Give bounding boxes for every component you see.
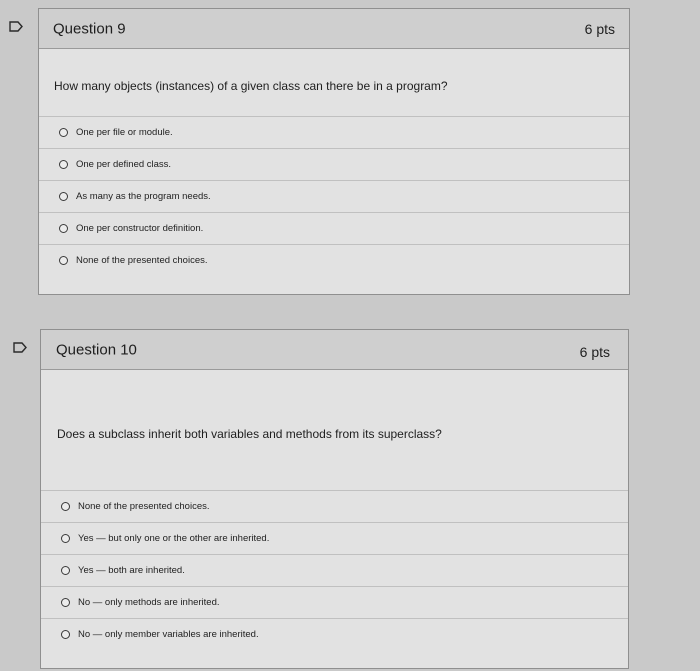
answer-label: None of the presented choices. — [76, 255, 208, 266]
question-points: 6 pts — [584, 20, 615, 37]
answer-label: As many as the program needs. — [76, 191, 211, 202]
answer-option[interactable] — [39, 212, 629, 244]
flag-icon[interactable] — [13, 342, 27, 353]
question-prompt: How many objects (instances) of a given class can there be in a program? — [54, 79, 448, 93]
answer-list — [39, 116, 629, 276]
answer-label: No — only methods are inherited. — [78, 597, 220, 608]
radio-button[interactable] — [59, 224, 68, 233]
answer-option[interactable] — [41, 490, 628, 522]
answer-option[interactable] — [41, 618, 628, 650]
question-title: Question 9 — [53, 20, 126, 37]
answer-label: Yes — but only one or the other are inherited. — [78, 533, 270, 544]
answer-label: One per constructor definition. — [76, 223, 204, 234]
answer-option[interactable] — [41, 522, 628, 554]
answer-option[interactable] — [39, 180, 629, 212]
radio-button[interactable] — [61, 630, 70, 639]
radio-button[interactable] — [61, 534, 70, 543]
answer-label: Yes — both are inherited. — [78, 565, 185, 576]
answer-label: No — only member variables are inherited. — [78, 629, 259, 640]
radio-button[interactable] — [61, 502, 70, 511]
radio-button[interactable] — [59, 256, 68, 265]
radio-button[interactable] — [61, 598, 70, 607]
answer-label: One per file or module. — [76, 127, 173, 138]
question-header — [39, 9, 629, 49]
radio-button[interactable] — [61, 566, 70, 575]
answer-option[interactable] — [39, 148, 629, 180]
radio-button[interactable] — [59, 128, 68, 137]
question-title: Question 10 — [56, 341, 137, 358]
question-points: 6 pts — [579, 344, 610, 360]
answer-option[interactable] — [41, 554, 628, 586]
flag-icon[interactable] — [9, 21, 23, 32]
question-card — [38, 8, 630, 295]
answer-option[interactable] — [39, 116, 629, 148]
radio-button[interactable] — [59, 192, 68, 201]
answer-label: One per defined class. — [76, 159, 172, 170]
answer-list — [41, 490, 628, 650]
question-header — [41, 330, 628, 370]
radio-button[interactable] — [59, 160, 68, 169]
answer-option[interactable] — [39, 244, 629, 276]
question-prompt: Does a subclass inherit both variables and methods from its superclass? — [57, 427, 442, 441]
answer-option[interactable] — [41, 586, 628, 618]
question-card — [40, 329, 629, 669]
answer-label: None of the presented choices. — [78, 501, 210, 512]
